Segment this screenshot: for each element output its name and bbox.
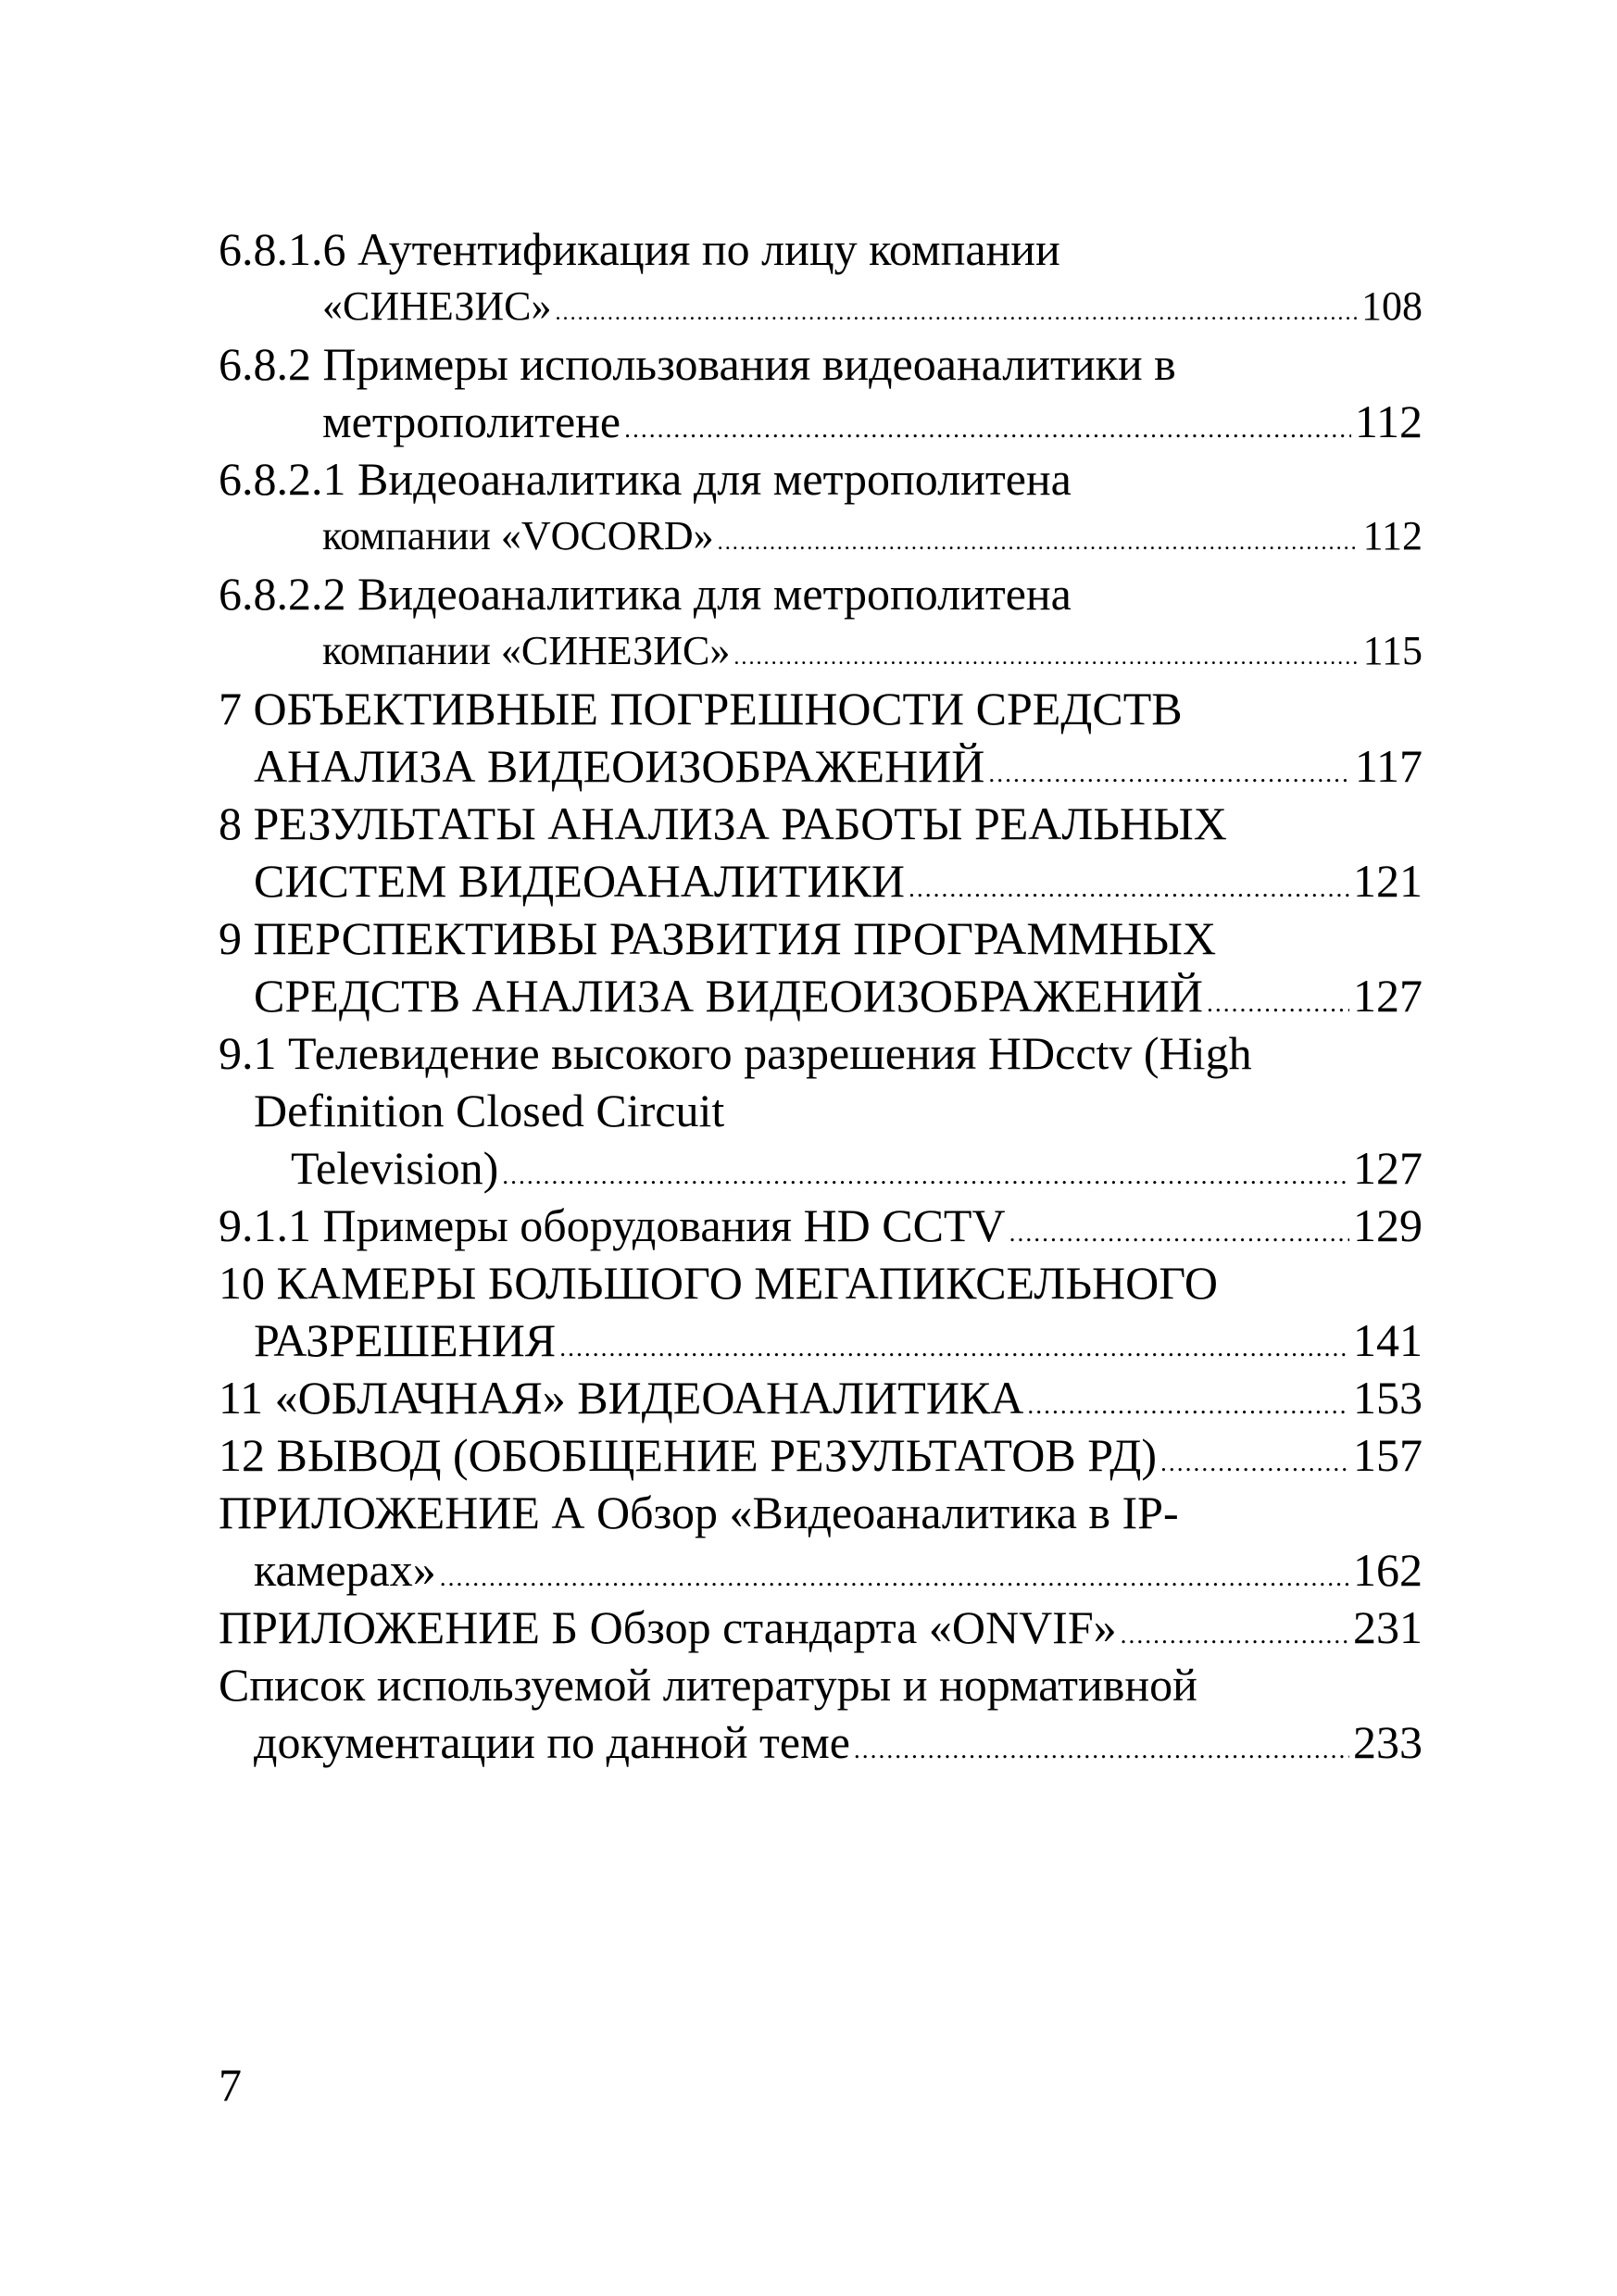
toc-page-number: 115 — [1362, 628, 1423, 673]
toc-entry-title-cont: СИСТЕМ ВИДЕОАНАЛИТИКИ — [254, 855, 906, 907]
toc-entry — [219, 1599, 1423, 1656]
toc-page-number: 153 — [1353, 1372, 1423, 1424]
dot-leader — [440, 1549, 1349, 1606]
toc-entry-title: 6.8.2 Примеры использования видеоаналитики в — [219, 338, 1176, 390]
dot-leader — [559, 1319, 1349, 1376]
toc-entry-title-cont: компании «СИНЕЗИС» — [322, 628, 731, 673]
toc-entry-title-cont: АНАЛИЗА ВИДЕОИЗОБРАЖЕНИЙ — [254, 740, 985, 792]
page-number: 7 — [219, 2059, 242, 2111]
toc-entry-title-cont: РАЗРЕШЕНИЯ — [254, 1314, 557, 1366]
toc-page-number: 141 — [1353, 1314, 1423, 1366]
dot-leader — [718, 514, 1360, 571]
toc-entry — [219, 1254, 1423, 1369]
toc-page-number: 231 — [1353, 1601, 1423, 1653]
toc-entry-title-cont: «СИНЕЗИС» — [322, 283, 552, 329]
toc-page-number: 162 — [1353, 1544, 1423, 1596]
toc-entry — [219, 220, 1423, 335]
toc-entry — [219, 335, 1423, 450]
dot-leader — [733, 629, 1359, 686]
toc-entry-title: 11 «ОБЛАЧНАЯ» ВИДЕОАНАЛИТИКА — [219, 1372, 1024, 1424]
dot-leader — [909, 859, 1349, 917]
toc-entry-title-cont: Definition Closed Circuit — [254, 1085, 725, 1136]
toc-entry-title: 9.1 Телевидение высокого разрешения HDcctv (High — [219, 1027, 1252, 1079]
dot-leader — [502, 1147, 1349, 1204]
dot-leader — [1027, 1376, 1349, 1434]
toc-page-number: 233 — [1353, 1716, 1423, 1768]
toc-entry-title: 9.1.1 Примеры оборудования HD CCTV — [219, 1199, 1006, 1251]
toc-entry — [219, 910, 1423, 1024]
toc-page-number: 112 — [1354, 395, 1423, 447]
toc-entry-title-cont: метрополитене — [322, 395, 621, 447]
toc-entry — [219, 1426, 1423, 1484]
toc-entry-title: 7 ОБЪЕКТИВНЫЕ ПОГРЕШНОСТИ СРЕДСТВ — [219, 683, 1183, 734]
toc-entry-title: 10 КАМЕРЫ БОЛЬШОГО МЕГАПИКСЕЛЬНОГО — [219, 1257, 1219, 1309]
dot-leader — [1009, 1204, 1349, 1261]
toc-entry — [219, 1484, 1423, 1599]
dot-leader — [1207, 974, 1349, 1032]
toc-page-number: 112 — [1362, 513, 1423, 558]
dot-leader — [1121, 1606, 1349, 1663]
dot-leader — [1160, 1434, 1349, 1491]
toc-page-number: 121 — [1353, 855, 1423, 907]
dot-leader — [555, 284, 1358, 342]
toc-entry — [219, 680, 1423, 795]
toc-page-number: 127 — [1353, 1142, 1423, 1194]
toc-entry-title: 6.8.2.1 Видеоаналитика для метрополитена — [219, 453, 1072, 505]
toc-entry — [219, 1024, 1423, 1197]
toc-entry — [219, 795, 1423, 910]
toc-entry — [219, 450, 1423, 565]
toc-entry-title: 12 ВЫВОД (ОБОБЩЕНИЕ РЕЗУЛЬТАТОВ РД) — [219, 1429, 1158, 1481]
toc-entry-title: Список используемой литературы и нормативной — [219, 1659, 1197, 1711]
toc-entry-title: ПРИЛОЖЕНИЕ А Обзор «Видеоаналитика в IP- — [219, 1487, 1179, 1538]
toc-entry-title: 6.8.2.2 Видеоаналитика для метрополитена — [219, 568, 1072, 620]
toc-page-number: 117 — [1354, 740, 1423, 792]
toc-entry-title: ПРИЛОЖЕНИЕ Б Обзор стандарта «ONVIF» — [219, 1601, 1117, 1653]
toc-entry-title-cont: документации по данной теме — [254, 1716, 850, 1768]
toc-page-number: 108 — [1361, 283, 1423, 329]
dot-leader — [988, 745, 1350, 802]
toc-page-number: 157 — [1353, 1429, 1423, 1481]
toc-entry-title: 9 ПЕРСПЕКТИВЫ РАЗВИТИЯ ПРОГРАММНЫХ — [219, 912, 1217, 964]
dot-leader — [624, 400, 1351, 458]
toc-page-number: 129 — [1353, 1199, 1423, 1251]
toc-entry-title-cont: Television) — [291, 1142, 499, 1194]
toc-entry-title-cont: камерах» — [254, 1544, 436, 1596]
toc-entry — [219, 1369, 1423, 1426]
toc-entry — [219, 1197, 1423, 1254]
dot-leader — [854, 1721, 1349, 1778]
table-of-contents — [219, 220, 1423, 1771]
toc-entry — [219, 565, 1423, 680]
toc-page-number: 127 — [1353, 970, 1423, 1022]
toc-entry-title: 8 РЕЗУЛЬТАТЫ АНАЛИЗА РАБОТЫ РЕАЛЬНЫХ — [219, 797, 1227, 849]
toc-entry — [219, 1656, 1423, 1771]
toc-entry-title-cont: СРЕДСТВ АНАЛИЗА ВИДЕОИЗОБРАЖЕНИЙ — [254, 970, 1203, 1022]
toc-entry-title: 6.8.1.6 Аутентификация по лицу компании — [219, 223, 1060, 275]
toc-entry-title-cont: компании «VOCORD» — [322, 513, 714, 558]
